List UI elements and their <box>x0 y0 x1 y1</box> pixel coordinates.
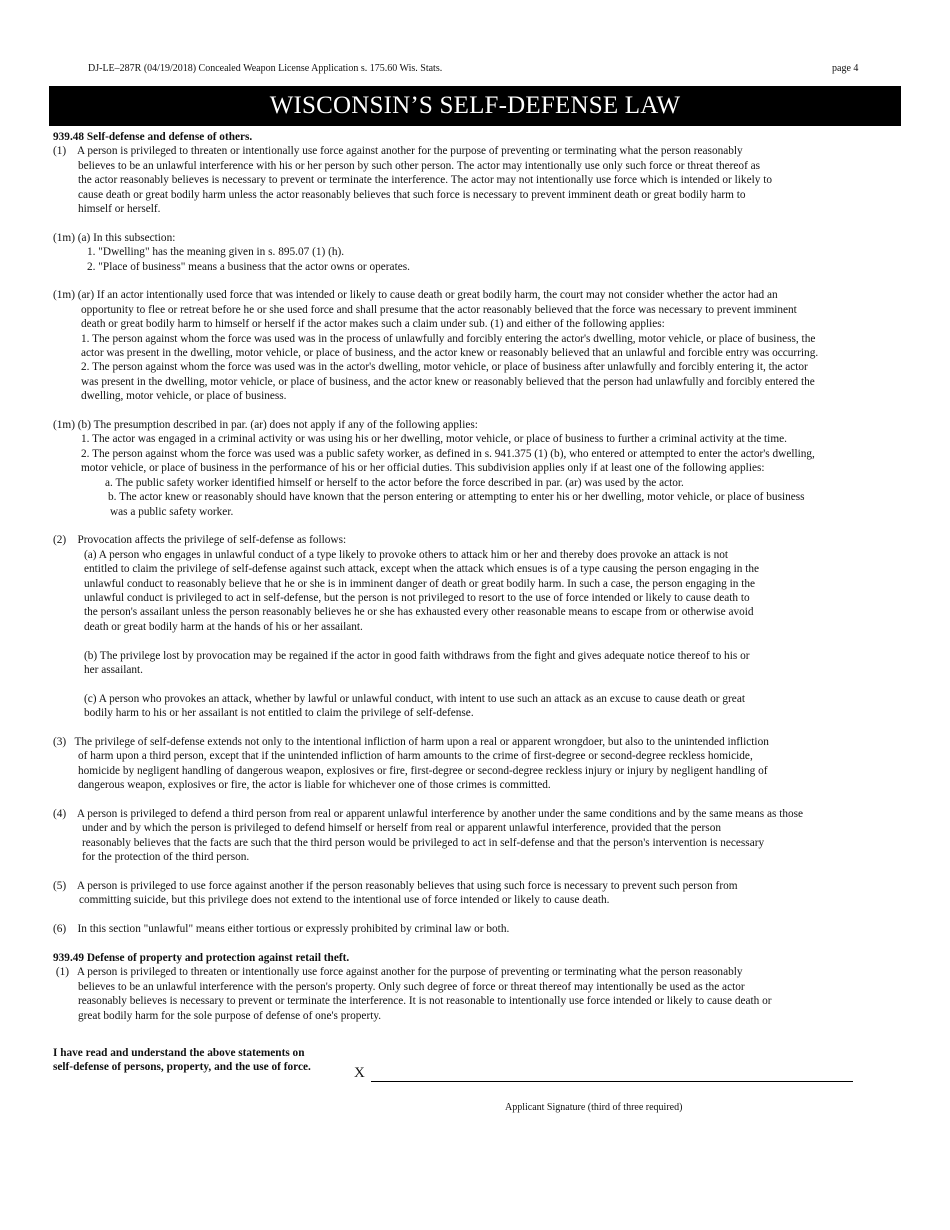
text-line: believes to be an unlawful interference with the person's property. Only such degree of force or threat thereof may intentionally be used as the actor <box>78 980 745 993</box>
text-line: the actor reasonably believes is necessary to prevent or terminate the interference. The actor may not intentionally use force which is intended or likely to <box>78 174 772 187</box>
text-line: committing suicide, but this privilege does not extend to the intentional use of force intended or likely to cause death. <box>79 894 610 907</box>
list-item: b. The actor knew or reasonably should have known that the person entering or attempting to enter his or her dwelling, motor vehicle, or place of business <box>108 491 805 504</box>
list-item: 2. The person against whom the force was used was a public safety worker, as defined in s. 941.375 (1) (b), who entered or attempted to enter the actor's dwelling, <box>81 447 815 460</box>
subsection-939-49-1 <box>53 965 903 1023</box>
text-line: dangerous weapon, explosives or fire, the actor is liable for whichever one of those crimes is committed. <box>78 779 551 792</box>
text-line: entitled to claim the privilege of self-defense against such attack, except when the attack which ensues is of a type causing the person engaging in the <box>84 563 760 576</box>
text-line: bodily harm to his or her assailant is not entitled to claim the privilege of self-defense. <box>84 707 474 720</box>
subsection-1m-b <box>53 418 903 519</box>
subsection-1m-ar <box>53 288 903 403</box>
list-item: 1. "Dwelling" has the meaning given in s. 895.07 (1) (h). <box>87 246 345 259</box>
text-line: death or great bodily harm at the hands of his or her assailant. <box>84 620 363 633</box>
text-line: death or great bodily harm to himself or herself if the actor makes such a claim under sub. (1) and either of the following applies: <box>81 318 665 331</box>
text-line: (2) Provocation affects the privilege of self-defense as follows: <box>53 534 347 547</box>
text-line: unlawful conduct to reasonably believe that he or she is in imminent danger of death or great bodily harm. In such a case, the person engaging in the <box>84 577 756 590</box>
text-line: (1m) (a) In this subsection: <box>53 231 176 244</box>
list-item: 1. The person against whom the force was used was in the process of unlawfully and forcibly entering the actor's dwelling, motor vehicle, or place of business, the <box>81 332 816 345</box>
text-line: great bodily harm for the sole purpose of defense of one's property. <box>78 1009 382 1022</box>
text-line: unlawful conduct is privileged to act in self-defense, but the person is not privileged to resort to the use of force intended or likely to cause death to <box>84 591 750 604</box>
text-line: homicide by negligent handling of dangerous weapon, explosives or fire, first-degree or second-degree reckless injury or injury by negligent handling of <box>78 764 768 777</box>
acknowledgement-line: self-defense of persons, property, and the use of force. <box>53 1061 311 1074</box>
subsection-3 <box>53 735 903 793</box>
subsection-5 <box>53 879 903 908</box>
text-line: her assailant. <box>84 663 143 676</box>
law-text <box>53 130 903 1023</box>
text-line: (4) A person is privileged to defend a third person from real or apparent unlawful interference by another under the same conditions and by the same means as those <box>53 807 804 820</box>
subsection-4 <box>53 807 903 865</box>
acknowledgement-line: I have read and understand the above statements on <box>53 1047 305 1059</box>
text-line: motor vehicle, or place of business in the performance of his or her official duties. This subdivision applies only if at least one of the following applies: <box>81 462 765 475</box>
text-line: believes to be an unlawful interference with his or her person by such other person. The actor may intentionally use only such force or threat thereof as <box>78 159 761 172</box>
signature-caption: Applicant Signature (third of three required) <box>505 1102 683 1113</box>
section-heading-939-49: 939.49 Defense of property and protection against retail theft. <box>53 951 350 964</box>
subsection-6 <box>53 922 903 936</box>
text-line: of harm upon a third person, except that if the unintended infliction of harm amounts to the crime of first-degree or second-degree reckless homicide, <box>78 750 753 763</box>
section-heading-939-48: 939.48 Self-defense and defense of others. <box>53 131 253 143</box>
list-item: 1. The actor was engaged in a criminal activity or was using his or her dwelling, motor vehicle, or place of business to further a criminal activity at the time. <box>81 433 787 446</box>
text-line: was present in the dwelling, motor vehicle, or place of business, and the actor knew or reasonably believed that the person had unlawfully and forcibly entered the <box>81 375 815 388</box>
text-line: (3) The privilege of self-defense extends not only to the intentional infliction of harm upon a real or apparent wrongdoer, but also to the unintended infliction <box>53 735 769 748</box>
page-title: WISCONSIN’S SELF-DEFENSE LAW <box>49 86 901 126</box>
text-line: was a public safety worker. <box>110 505 234 518</box>
text-line: for the protection of the third person. <box>82 851 250 864</box>
text-line: (1) A person is privileged to threaten or intentionally use force against another for the purpose of preventing or terminating what the person reasonably <box>53 966 743 979</box>
page-number: page 4 <box>832 63 859 74</box>
form-id: DJ-LE–287R (04/19/2018) Concealed Weapon License Application s. 175.60 Wis. Stats. <box>88 63 443 74</box>
subsection-1 <box>53 144 903 216</box>
signature-line[interactable] <box>371 1081 853 1082</box>
text-line: reasonably believes is necessary to prevent or terminate the interference. It is not reasonable to intentionally use force intended or likely to cause death or <box>78 995 772 1008</box>
text-line: opportunity to flee or retreat before he or she used force and shall presume that the actor reasonably believed that the force was necessary to prevent imminent <box>81 303 797 316</box>
text-line: himself or herself. <box>78 203 161 216</box>
text-line: cause death or great bodily harm unless the actor reasonably believes that such force is necessary to prevent imminent death or great bodily harm to <box>78 188 746 201</box>
text-line: (b) The privilege lost by provocation may be regained if the actor in good faith withdraws from the fight and gives adequate notice thereof to his or <box>84 649 750 662</box>
signature-x-mark: X <box>354 1065 365 1081</box>
subsection-label: (1) <box>53 145 67 158</box>
list-item: 2. "Place of business" means a business that the actor owns or operates. <box>87 260 410 273</box>
list-item: 2. The person against whom the force was used was in the actor's dwelling, motor vehicle, or place of business after unlawfully and forcibly entering it, the actor <box>81 361 808 374</box>
text-line: under and by which the person is privileged to defend himself or herself from real or apparent unlawful interference, provided that the person <box>82 822 721 835</box>
subsection-2 <box>53 533 903 720</box>
text-line: A person is privileged to threaten or intentionally use force against another for the purpose of preventing or terminating what the person reasonably <box>77 145 743 158</box>
text-line: (1m) (ar) If an actor intentionally used force that was intended or likely to cause death or great bodily harm, the court may not consider whether the actor had an <box>53 289 778 302</box>
subsection-1m-a <box>53 231 903 274</box>
text-line: (1m) (b) The presumption described in par. (ar) does not apply if any of the following applies: <box>53 419 478 432</box>
list-item: a. The public safety worker identified himself or herself to the actor before the force described in par. (ar) was used by the actor. <box>105 476 684 489</box>
text-line: (c) A person who provokes an attack, whether by lawful or unlawful conduct, with intent to use such an attack as an excuse to cause death or great <box>84 692 745 705</box>
text-line: reasonably believes that the facts are such that the third person would be privileged to act in self-defense and that the person's intervention is necessary <box>82 836 765 849</box>
acknowledgement-statement <box>53 1046 353 1075</box>
text-line: (5) A person is privileged to use force against another if the person reasonably believes that using such force is necessary to prevent such person from <box>53 879 738 892</box>
text-line: actor was present in the dwelling, motor vehicle, or place of business, and the actor knew or reasonably believed that an unlawful and forcible entry was occurring. <box>81 347 819 360</box>
text-line: (6) In this section "unlawful" means either tortious or expressly prohibited by criminal law or both. <box>53 923 510 936</box>
text-line: the person's assailant unless the person reasonably believes he or she has exhausted every other reasonable means to escape from or otherwise avoid <box>84 606 754 619</box>
text-line: dwelling, motor vehicle, or place of business. <box>81 390 287 403</box>
text-line: (a) A person who engages in unlawful conduct of a type likely to provoke others to attack him or her and thereby does provoke an attack is not <box>84 548 729 561</box>
